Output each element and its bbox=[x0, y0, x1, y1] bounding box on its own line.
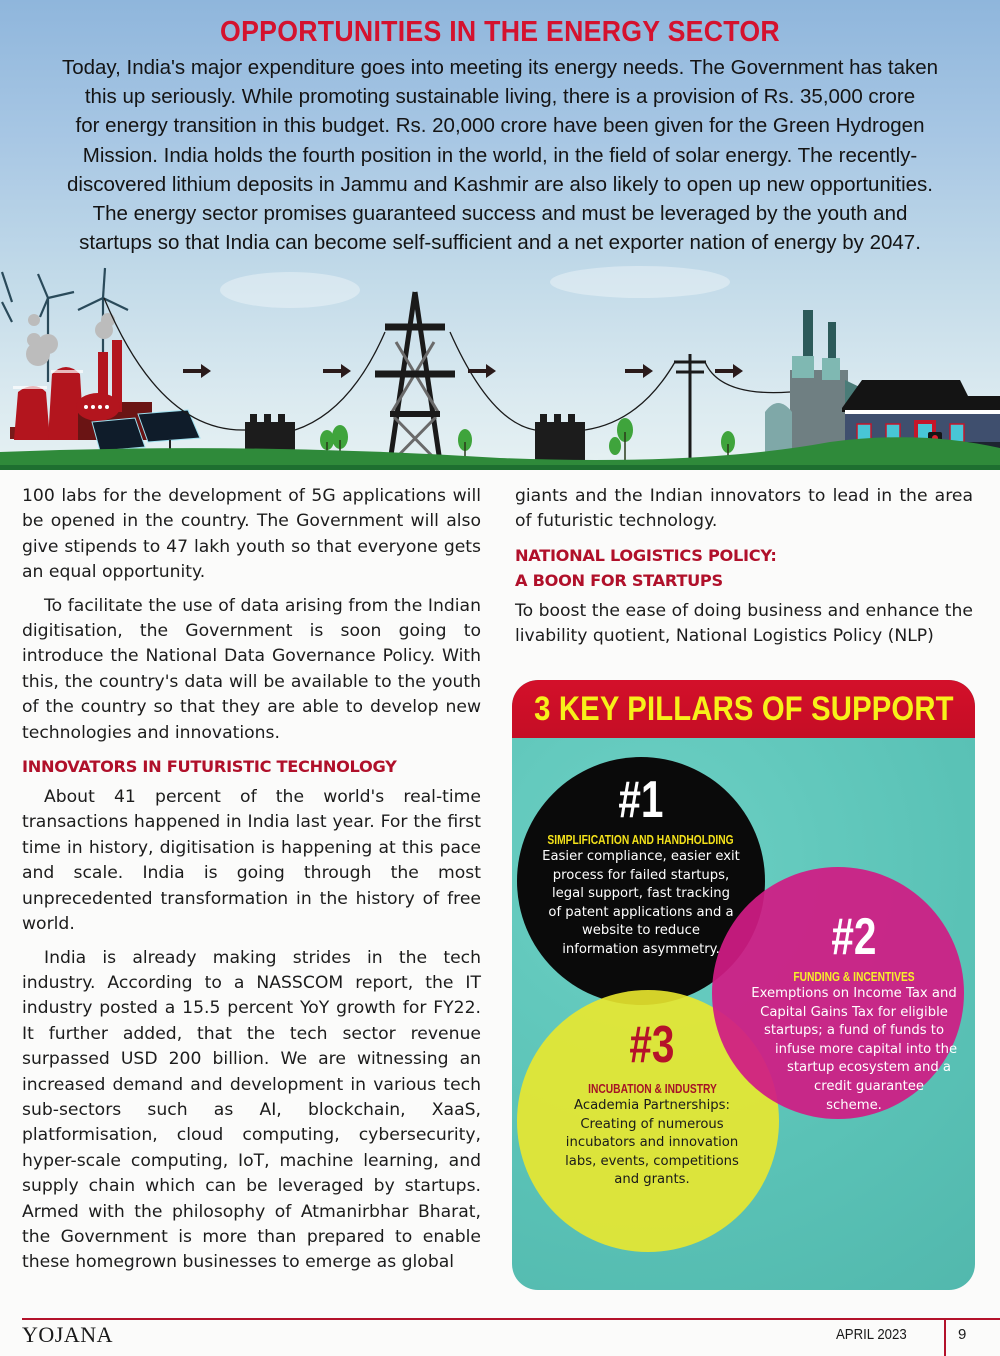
pillar-3 bbox=[532, 1018, 772, 1190]
paragraph: To facilitate the use of data arising from the Indian digitisation, the Government is soon going to introduce the National Data Governance Policy. With this, the country's data will be available to the youth of the country so that they are able to develop new technologies and innovations. bbox=[22, 595, 481, 743]
clouds bbox=[220, 266, 730, 308]
pillar-number: #3 bbox=[629, 1016, 675, 1074]
pillar-1 bbox=[517, 773, 765, 960]
pillar-description-line: scheme. bbox=[826, 1097, 882, 1113]
transmission-tower-icon bbox=[375, 292, 455, 462]
paragraph: To boost the ease of doing business and enhance the livability quotient, National Logistics Policy (NLP) bbox=[515, 600, 973, 647]
pillar-description-line: Academia Partnerships: bbox=[574, 1098, 730, 1113]
pillar-description-line: Capital Gains Tax for eligible bbox=[760, 1004, 948, 1020]
hero-line: startups so that India can become self-sufficient and a net exporter nation of energy by 2047. bbox=[79, 231, 921, 255]
flow-arrow-icon bbox=[183, 364, 743, 378]
pillar-description-line: startup ecosystem and a bbox=[786, 1060, 952, 1076]
power-cable bbox=[104, 298, 790, 430]
footer-page-divider bbox=[944, 1318, 946, 1356]
article-left-column bbox=[22, 484, 481, 1284]
pillar-description-line: incubators and innovation bbox=[565, 1135, 739, 1151]
section-heading-line: A BOON FOR STARTUPS bbox=[515, 570, 723, 590]
utility-pole-icon bbox=[674, 354, 706, 468]
hero-line: discovered lithium deposits in Jammu and Kashmir are also likely to open up new opportunities. bbox=[66, 172, 933, 196]
hero-title: OPPORTUNITIES IN THE ENERGY SECTOR bbox=[220, 16, 780, 48]
pillar-description bbox=[517, 848, 765, 960]
hero-line: Mission. India holds the fourth position in the world, in the field of solar energy. The recently- bbox=[82, 143, 918, 167]
hero-banner bbox=[0, 0, 1000, 470]
pillar-description-line: credit guarantee bbox=[814, 1078, 924, 1094]
pillar-description-line: and grants. bbox=[614, 1172, 690, 1188]
paragraph: giants and the Indian innovators to lead in the area of futuristic technology. bbox=[515, 486, 973, 532]
hero-line: for energy transition in this budget. Rs. 20,000 crore have been given for the Green Hydrogen bbox=[75, 114, 925, 138]
pillar-number: #1 bbox=[618, 771, 664, 829]
infographic-title: 3 KEY PILLARS OF SUPPORT bbox=[533, 689, 954, 728]
pillar-description-line: of patent applications and a bbox=[548, 904, 734, 920]
pillar-description-line: startups; a fund of funds to bbox=[763, 1023, 945, 1039]
energy-supply-illustration bbox=[0, 262, 1000, 470]
pillar-description-line: Easier compliance, easier exit bbox=[542, 849, 740, 864]
pillar-description-line: Exemptions on Income Tax and bbox=[751, 986, 957, 1001]
pillar-description bbox=[532, 1097, 772, 1190]
hero-line: this up seriously. While promoting sustainable living, there is a provision of Rs. 35,000 crore bbox=[84, 85, 916, 109]
section-heading bbox=[515, 543, 973, 593]
pillar-description-line: legal support, fast tracking bbox=[551, 886, 730, 902]
paragraph: 100 labs for the development of 5G applications will be opened in the country. The Government will also give stipends to 47 lakh youth so that everyone gets an equal opportunity. bbox=[22, 486, 481, 583]
hero-line: Today, India's major expenditure goes into meeting its energy needs. The Government has taken bbox=[61, 56, 939, 79]
hero-intro-text bbox=[20, 53, 980, 257]
pillar-description-line: website to reduce bbox=[581, 923, 701, 939]
page-number: 9 bbox=[958, 1326, 967, 1343]
section-heading: INNOVATORS IN FUTURISTIC TECHNOLOGY bbox=[22, 757, 397, 777]
article-right-column bbox=[515, 484, 973, 658]
paragraph: India is already making strides in the tech industry. According to a NASSCOM report, the IT industry posted a 15.5 percent YoY growth for FY22. It further added, that the tech sector revenue surpassed USD 200 billion. We are witnessing an increased demand and development in various tech sub-sectors such as AI, blockchain, XaaS, platformisation, cloud computing, cybersecurity, hyper-scale computing, IoT, machine learning, and supply chain which can be leveraged by startups. Armed with the philosophy of Atmanirbhar Bharat, the Government is more than prepared to enable these homegrown businesses to emerge as global bbox=[22, 947, 481, 1273]
footer-divider bbox=[22, 1318, 1000, 1320]
pillar-title: SIMPLIFICATION AND HANDHOLDING bbox=[547, 833, 735, 847]
paragraph: About 41 percent of the world's real-time transactions happened in India last year. For the first time in history, digitisation is happening at this pace and scale. India is going through the most unprecedented transformation in the history of free world. bbox=[22, 787, 481, 935]
section-heading-line: NATIONAL LOGISTICS POLICY: bbox=[515, 545, 777, 565]
pillar-description-line: labs, events, competitions bbox=[565, 1153, 739, 1169]
hero-line: The energy sector promises guaranteed success and must be leveraged by the youth and bbox=[92, 202, 908, 226]
pillar-title: INCUBATION & INDUSTRY bbox=[587, 1082, 717, 1096]
infographic-header bbox=[512, 680, 975, 738]
magazine-brand: YOJANA bbox=[22, 1322, 113, 1347]
key-pillars-infographic bbox=[512, 680, 975, 1290]
pillar-description-line: information asymmetry. bbox=[562, 941, 720, 957]
pillar-description-line: infuse more capital into the bbox=[774, 1041, 958, 1057]
pillar-description-line: Creating of numerous bbox=[580, 1116, 724, 1132]
issue-date: APRIL 2023 bbox=[836, 1326, 907, 1343]
pillar-title: FUNDING & INCENTIVES bbox=[793, 970, 915, 984]
pillar-number: #2 bbox=[831, 908, 877, 966]
pillar-description-line: process for failed startups, bbox=[552, 867, 730, 883]
